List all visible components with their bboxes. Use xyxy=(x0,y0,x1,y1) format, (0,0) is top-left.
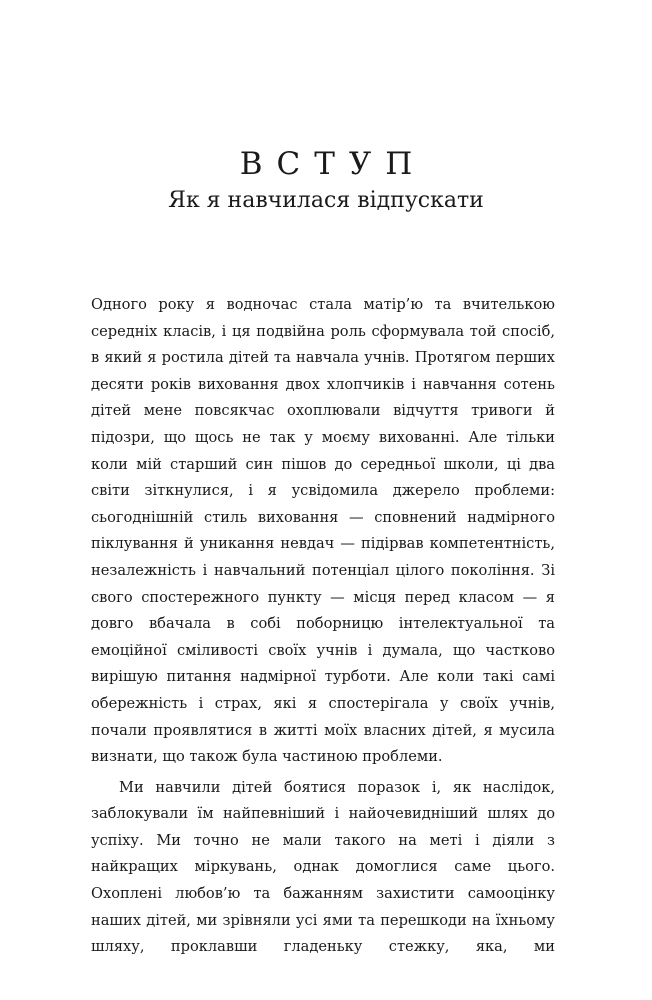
paragraph-1: Одного року я водночас стала матір’ю та вчителькою середніх класів, і ця подвійна роль сформувала той спосіб, в який я ростила дітей та навчала учнів. Протягом перших десяти років виховання двох хлопчиків і навчання сотень дітей мене повсякчас охоплювали відчуття тривоги й підозри, що щось не так у моєму вихованні. Але тільки коли мій старший син пішов до середньої школи, ці два світи зіткнулися, і я усвідомила джерело проблеми: сьогоднішній стиль виховання — сповнений надмірного піклування й уникання невдач — підірвав компетентність, незалежність і навчальний потенціал цілого покоління. Зі свого спостережного пункту — місця перед класом — я довго вбачала в собі поборницю інтелектуальної та емоційної сміливості своїх учнів і думала, що частково вирішую питання надмірної турботи. Але коли такі самі обережність і страх, які я спостерігала у своїх учнів, почали проявлятися в житті моїх власних дітей, я мусила визнати, що також була частиною проблеми. xyxy=(91,296,555,766)
body-text xyxy=(91,292,555,961)
chapter-title: Як я навчилася відпускати xyxy=(168,188,484,213)
chapter-label: ВСТУП xyxy=(239,146,427,182)
paragraph-2: Ми навчили дітей боятися поразок і, як наслідок, заблокували їм найпевніший і найочевидніший шлях до успіху. Ми точно не мали такого на меті і діяли з найкращих міркувань, однак домоглися саме цього. Охоплені любов’ю та бажанням захистити самооцінку наших дітей, ми зрівняли усі ями та перешкоди на їхньому шляху, проклавши гладеньку стежку, яка, ми xyxy=(91,778,555,956)
